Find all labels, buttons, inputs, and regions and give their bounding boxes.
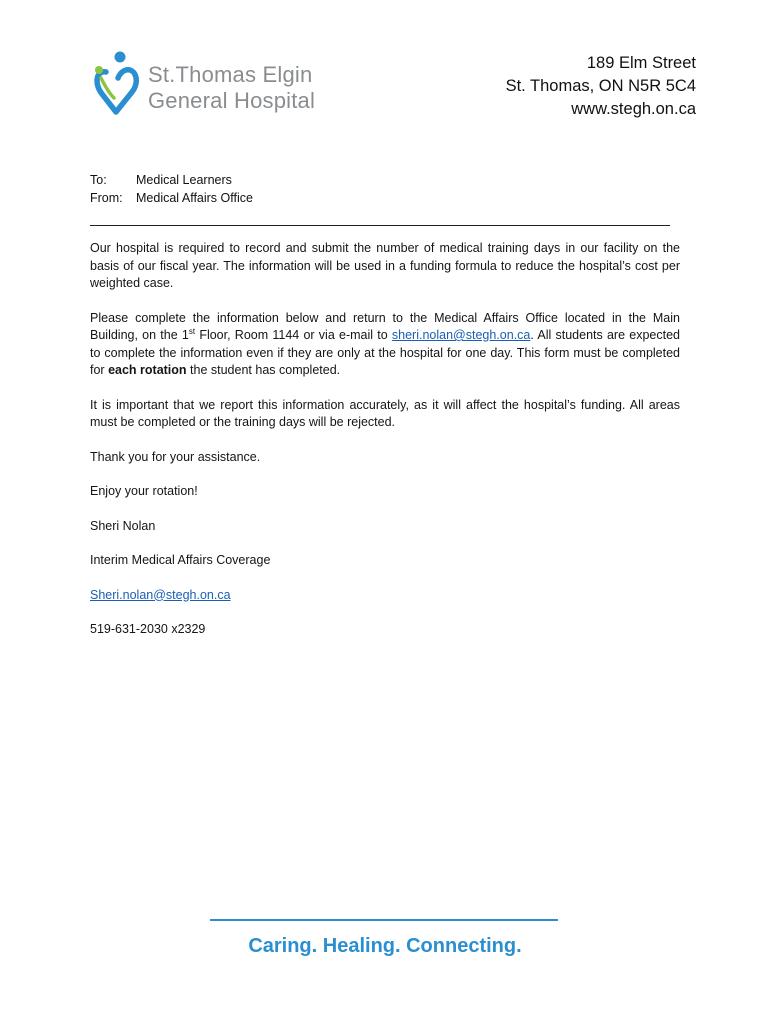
heart-figure-logo-icon — [92, 48, 144, 122]
signature-block — [90, 518, 680, 639]
memo-from-label: From: — [90, 191, 123, 205]
memo-header — [90, 171, 253, 207]
paragraph-2 — [90, 310, 680, 380]
paragraph-1: Our hospital is required to record and submit the number of medical training days in our facility on the basis of our fiscal year. The information will be used in a funding formula to reduce the hospital’s cost per weighted case. — [90, 241, 680, 290]
address-city: St. Thomas, ON N5R 5C4 — [505, 77, 696, 95]
memo-from-value: Medical Affairs Office — [136, 191, 253, 205]
paragraph-2-text-d: the student has completed. — [186, 363, 341, 377]
address-street: 189 Elm Street — [586, 54, 696, 72]
paragraph-3: It is important that we report this information accurately, as it will affect the hospital’s funding. All areas must be completed or the training days will be rejected. — [90, 397, 680, 429]
memo-to-label: To: — [90, 173, 107, 187]
memo-divider — [90, 225, 670, 226]
letter-body — [90, 240, 680, 656]
logo-line-2: General Hospital — [148, 88, 316, 113]
paragraph-2-text-b: Floor, Room 1144 or via e-mail to — [195, 328, 392, 342]
paragraph-2-bold: each rotation — [108, 363, 187, 377]
logo-wordmark — [148, 62, 315, 114]
address-website[interactable]: www.stegh.on.ca — [571, 100, 696, 118]
footer-tagline: Caring. Healing. Connecting. — [248, 935, 522, 957]
address-block — [506, 52, 696, 121]
signature-name: Sheri Nolan — [90, 518, 156, 533]
paragraph-4: Thank you for your assistance. — [90, 449, 261, 464]
memo-from-row — [90, 189, 253, 207]
memo-to-value: Medical Learners — [136, 173, 232, 187]
paragraph-2-text-a: Please complete the information below and return to the Medical Affairs Office located in the Main Building, on the 1 — [90, 310, 680, 342]
signature-email-link[interactable]: Sheri.nolan@stegh.on.ca — [90, 587, 231, 602]
signature-title: Interim Medical Affairs Coverage — [90, 553, 271, 567]
logo-line-1: St.Thomas Elgin — [148, 62, 313, 87]
hospital-logo — [92, 48, 352, 126]
paragraph-2-text-c: . All students are expected to complete the information even if they are only at the hospital for one day. This form must be completed for — [90, 328, 681, 377]
ordinal-suffix: st — [188, 326, 196, 336]
email-link[interactable]: sheri.nolan@stegh.on.ca — [391, 328, 531, 342]
signature-phone: 519-631-2030 x2329 — [90, 622, 206, 636]
paragraph-5: Enjoy your rotation! — [90, 484, 198, 498]
memo-to-row — [90, 171, 253, 189]
footer-divider — [210, 919, 558, 921]
